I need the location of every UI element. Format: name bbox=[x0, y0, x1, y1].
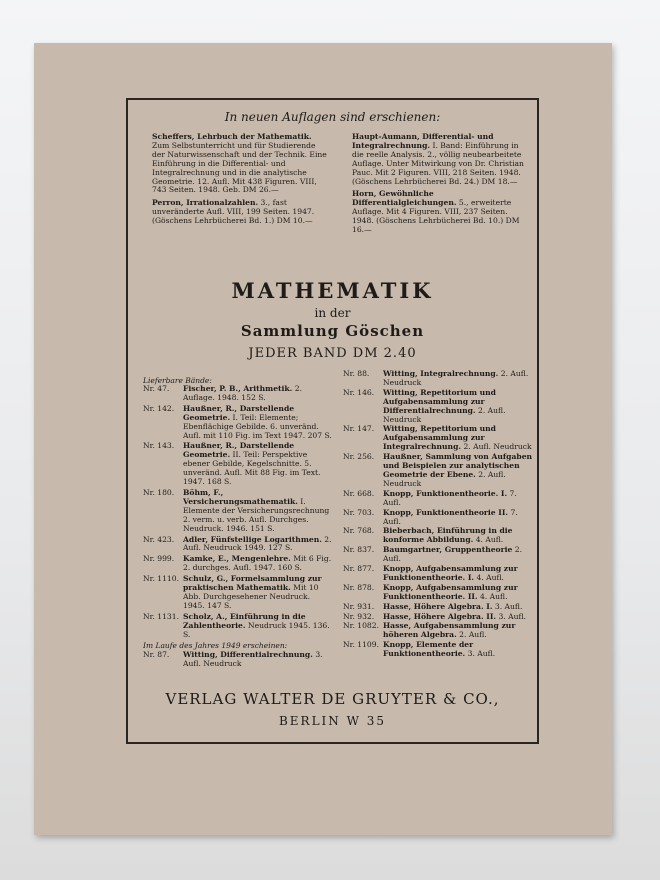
title-mathematik: MATHEMATIK bbox=[231, 278, 434, 303]
volume-description bbox=[383, 509, 533, 527]
volume-details: 2. Aufl. Neudruck bbox=[383, 369, 529, 387]
entry-text: I. Band: Einführung in die reelle Analysis. 2., völlig neubearbeitete Auflage. Unter Mitwirkung von Dr. Christian Pauc. Mit 2 Figuren. VIII, 218 Seiten. 1948. (Göschens Lehrbücherei Bd. 24.) DM 18.— bbox=[352, 140, 524, 186]
list-item bbox=[143, 385, 333, 403]
list-item bbox=[343, 527, 533, 545]
volume-details: 2. Aufl. Neudruck bbox=[383, 405, 506, 424]
list-item bbox=[143, 555, 333, 573]
header-new-editions: In neuen Auflagen sind erschienen: bbox=[224, 110, 441, 124]
volume-details: 4. Aufl. bbox=[475, 535, 504, 545]
volume-description bbox=[183, 555, 333, 573]
top-left-entries bbox=[152, 133, 327, 226]
volume-description bbox=[183, 385, 333, 403]
upcoming-volume-list bbox=[143, 651, 333, 670]
volume-number: Nr. 147. bbox=[343, 424, 375, 434]
volume-number: Nr. 877. bbox=[343, 564, 375, 574]
volume-title: Witting, Integralrechnung. bbox=[383, 369, 499, 378]
right-volume-list bbox=[343, 370, 533, 660]
volume-description bbox=[383, 425, 533, 452]
volume-description bbox=[183, 536, 333, 554]
volume-number: Nr. 423. bbox=[143, 534, 175, 544]
volume-details: 2. Aufl. Neudruck bbox=[383, 469, 506, 488]
volume-details: 3. Aufl. bbox=[494, 601, 523, 611]
volume-details: 4. Aufl. bbox=[476, 572, 504, 582]
volume-number: Nr. 87. bbox=[143, 650, 170, 659]
volume-title: Adler, Fünfstellige Logarithmen. bbox=[183, 534, 322, 544]
volume-details: 4. Aufl. bbox=[480, 591, 508, 601]
volume-details: I. Teil: Elemente; Ebenflächige Gebilde. 6. unveränd. Aufl. mit 110 Fig. im Text 1947. 207 S. bbox=[183, 412, 332, 440]
section-upcoming-1949: Im Laufe des Jahres 1949 erscheinen: bbox=[143, 641, 288, 650]
list-item bbox=[343, 546, 533, 564]
volume-details: 3. Aufl. Neudruck bbox=[183, 650, 323, 668]
volume-number: Nr. 1110. bbox=[143, 574, 180, 584]
volume-number: Nr. 768. bbox=[343, 526, 375, 536]
volume-description bbox=[183, 651, 333, 669]
publisher-name: VERLAG WALTER DE GRUYTER & CO., bbox=[165, 690, 500, 708]
book-back-cover bbox=[34, 43, 612, 835]
list-item bbox=[343, 641, 533, 659]
volume-details: 7. Aufl. bbox=[383, 488, 517, 507]
volume-description bbox=[183, 489, 333, 534]
volume-details: II. Teil: Perspektive ebener Gebilde, Kegelschnitte. 5. unveränd. Aufl. Mit 88 Fig. im Text. 1947. 168 S. bbox=[183, 450, 321, 487]
volume-description bbox=[383, 565, 533, 583]
list-item bbox=[343, 565, 533, 583]
volume-description bbox=[383, 453, 533, 489]
volume-title: Haußner, Sammlung von Aufgaben und Beispielen zur analytischen Geometrie der Ebene. bbox=[383, 452, 533, 479]
volume-details: 2. Aufl. Neudruck 1949. 127 S. bbox=[183, 534, 332, 553]
volume-number: Nr. 1131. bbox=[143, 611, 180, 621]
left-volume-list bbox=[143, 385, 333, 641]
volume-title: Schulz, G., Formelsammlung zur praktischen Mathematik. bbox=[183, 574, 322, 593]
entry-text: Zum Selbstunterricht und für Studierende der Naturwissenschaft und der Technik. Eine Einführung in die Differential- und Integralrechnung und in die analytische Geometrie. 12. Aufl. Mit 438 Figuren. VIII, 743 Seiten. 1948. Geb. DM 26.— bbox=[152, 140, 327, 195]
volume-number: Nr. 146. bbox=[343, 387, 375, 397]
volume-details: 7. Aufl. bbox=[383, 507, 518, 526]
volume-details: Mit 6 Fig. 2. durchges. Aufl. 1947. 160 S. bbox=[183, 554, 332, 573]
volume-title: Knopp, Aufgabensammlung zur Funktionentheorie. I. bbox=[383, 564, 518, 582]
volume-number: Nr. 88. bbox=[343, 369, 370, 378]
volume-title: Böhm, F., Versicherungsmathematik. bbox=[183, 487, 298, 506]
volume-title: Knopp, Funktionentheorie. I. bbox=[383, 488, 508, 498]
volume-title: Fischer, P. B., Arithmetik. bbox=[183, 384, 293, 393]
volume-details: 2. Auflage. 1948. 152 S. bbox=[183, 384, 302, 402]
advertisement-frame bbox=[126, 98, 539, 744]
volume-title: Bieberbach, Einführung in die konforme Abbildung. bbox=[383, 526, 513, 545]
list-item bbox=[143, 575, 333, 611]
entry-title: Horn, Gewöhnliche Differentialgleichungen. bbox=[352, 189, 457, 208]
volume-description bbox=[383, 527, 533, 545]
list-item bbox=[143, 651, 333, 669]
section-available-volumes: Lieferbare Bände: bbox=[143, 376, 212, 385]
volume-description bbox=[183, 405, 333, 441]
volume-details: 2. Aufl. bbox=[459, 630, 487, 640]
list-item bbox=[143, 405, 333, 441]
volume-number: Nr. 931. bbox=[343, 601, 375, 611]
volume-title: Witting, Repetitorium und Aufgabensammlung zur Integralrechnung. bbox=[383, 424, 496, 452]
volume-number: Nr. 1082. bbox=[343, 621, 380, 631]
publisher-city: BERLIN W 35 bbox=[278, 714, 387, 728]
list-item bbox=[343, 490, 533, 508]
list-item bbox=[343, 509, 533, 527]
volume-number: Nr. 180. bbox=[143, 487, 175, 497]
volume-description bbox=[383, 613, 533, 622]
list-item bbox=[343, 425, 533, 452]
entry-haupt-aumann bbox=[352, 133, 524, 186]
volume-description bbox=[183, 575, 333, 611]
top-right-entries bbox=[352, 133, 524, 235]
list-item bbox=[143, 613, 333, 640]
entry-text: 5., erweiterte Auflage. Mit 4 Figuren. VIII, 237 Seiten. 1948. (Göschens Lehrbücherei Bd. 10.) DM 16.— bbox=[352, 198, 520, 235]
list-item bbox=[343, 613, 533, 622]
volume-title: Haußner, R., Darstellende Geometrie. bbox=[183, 441, 295, 460]
volume-details: 2. Aufl. Neudruck bbox=[463, 442, 532, 452]
volume-details: 3. Aufl. bbox=[498, 611, 526, 621]
list-item bbox=[143, 442, 333, 487]
volume-title: Knopp, Aufgabensammlung zur Funktionentheorie. II. bbox=[383, 582, 518, 601]
volume-number: Nr. 1109. bbox=[343, 640, 380, 650]
volume-details: I. Elemente der Versicherungsrechnung 2. verm. u. verb. Aufl. Durchges. Neudruck. 1946. 151 S. bbox=[183, 496, 330, 533]
volume-title: Witting, Differentialrechnung. bbox=[183, 650, 313, 659]
list-item bbox=[343, 370, 533, 388]
volume-number: Nr. 999. bbox=[143, 554, 175, 564]
volume-number: Nr. 878. bbox=[343, 582, 375, 592]
volume-title: Knopp, Elemente der Funktionentheorie. bbox=[383, 640, 474, 659]
volume-number: Nr. 932. bbox=[343, 611, 375, 621]
volume-description bbox=[183, 442, 333, 487]
volume-title: Hasse, Aufgabensammlung zur höheren Algebra. bbox=[383, 621, 516, 640]
entry-scheffers bbox=[152, 133, 327, 195]
volume-description bbox=[183, 613, 333, 640]
volume-number: Nr. 668. bbox=[343, 488, 375, 498]
list-item bbox=[343, 584, 533, 602]
volume-number: Nr. 256. bbox=[343, 452, 375, 462]
volume-details: Mit 10 Abb. Durchgesehener Neudruck. 1945. 147 S. bbox=[183, 583, 319, 610]
list-item bbox=[343, 453, 533, 489]
volume-description bbox=[383, 603, 533, 612]
entry-text: 3., fast unveränderte Aufl. VIII, 199 Seiten. 1947. (Göschens Lehrbücherei Bd. 1.) DM 10.— bbox=[152, 198, 315, 226]
price-every-volume: JEDER BAND DM 2.40 bbox=[248, 346, 417, 361]
volume-title: Scholz, A., Einführung in die Zahlentheorie. bbox=[183, 611, 306, 630]
subtitle-in-der: in der bbox=[314, 306, 351, 320]
volume-details: 2. Aufl. bbox=[383, 545, 523, 564]
subtitle-sammlung: Sammlung Göschen bbox=[240, 322, 425, 340]
list-item bbox=[143, 489, 333, 534]
entry-title: Haupt-Aumann, Differential- und Integralrechnung. bbox=[352, 132, 494, 150]
volume-description bbox=[383, 370, 533, 388]
volume-title: Kamke, E., Mengenlehre. bbox=[183, 554, 291, 564]
volume-description bbox=[383, 584, 533, 602]
list-item bbox=[143, 536, 333, 554]
volume-number: Nr. 143. bbox=[143, 441, 175, 451]
volume-description bbox=[383, 546, 533, 564]
volume-description bbox=[383, 622, 533, 640]
volume-details: Neudruck 1945. 136. S. bbox=[183, 620, 330, 639]
volume-title: Witting, Repetitorium und Aufgabensammlung zur Differentialrechnung. bbox=[383, 387, 496, 415]
volume-number: Nr. 47. bbox=[143, 384, 170, 393]
list-item bbox=[343, 622, 533, 640]
volume-description bbox=[383, 490, 533, 508]
entry-perron bbox=[152, 199, 327, 226]
volume-title: Knopp, Funktionentheorie II. bbox=[383, 507, 509, 517]
volume-title: Baumgartner, Gruppentheorie bbox=[383, 545, 513, 555]
volume-number: Nr. 142. bbox=[143, 403, 175, 413]
volume-description bbox=[383, 641, 533, 659]
list-item bbox=[343, 389, 533, 425]
volume-number: Nr. 703. bbox=[343, 507, 375, 517]
entry-title: Perron, Irrationalzahlen. bbox=[152, 198, 259, 208]
volume-title: Hasse, Höhere Algebra. II. bbox=[383, 611, 497, 621]
entry-title: Scheffers, Lehrbuch der Mathematik. bbox=[152, 132, 312, 141]
volume-description bbox=[383, 389, 533, 425]
volume-title: Haußner, R., Darstellende Geometrie. bbox=[183, 403, 295, 422]
volume-number: Nr. 837. bbox=[343, 545, 375, 555]
list-item bbox=[343, 603, 533, 612]
entry-horn bbox=[352, 190, 524, 235]
volume-title: Hasse, Höhere Algebra. I. bbox=[383, 601, 493, 611]
volume-details: 3. Aufl. bbox=[467, 649, 496, 659]
